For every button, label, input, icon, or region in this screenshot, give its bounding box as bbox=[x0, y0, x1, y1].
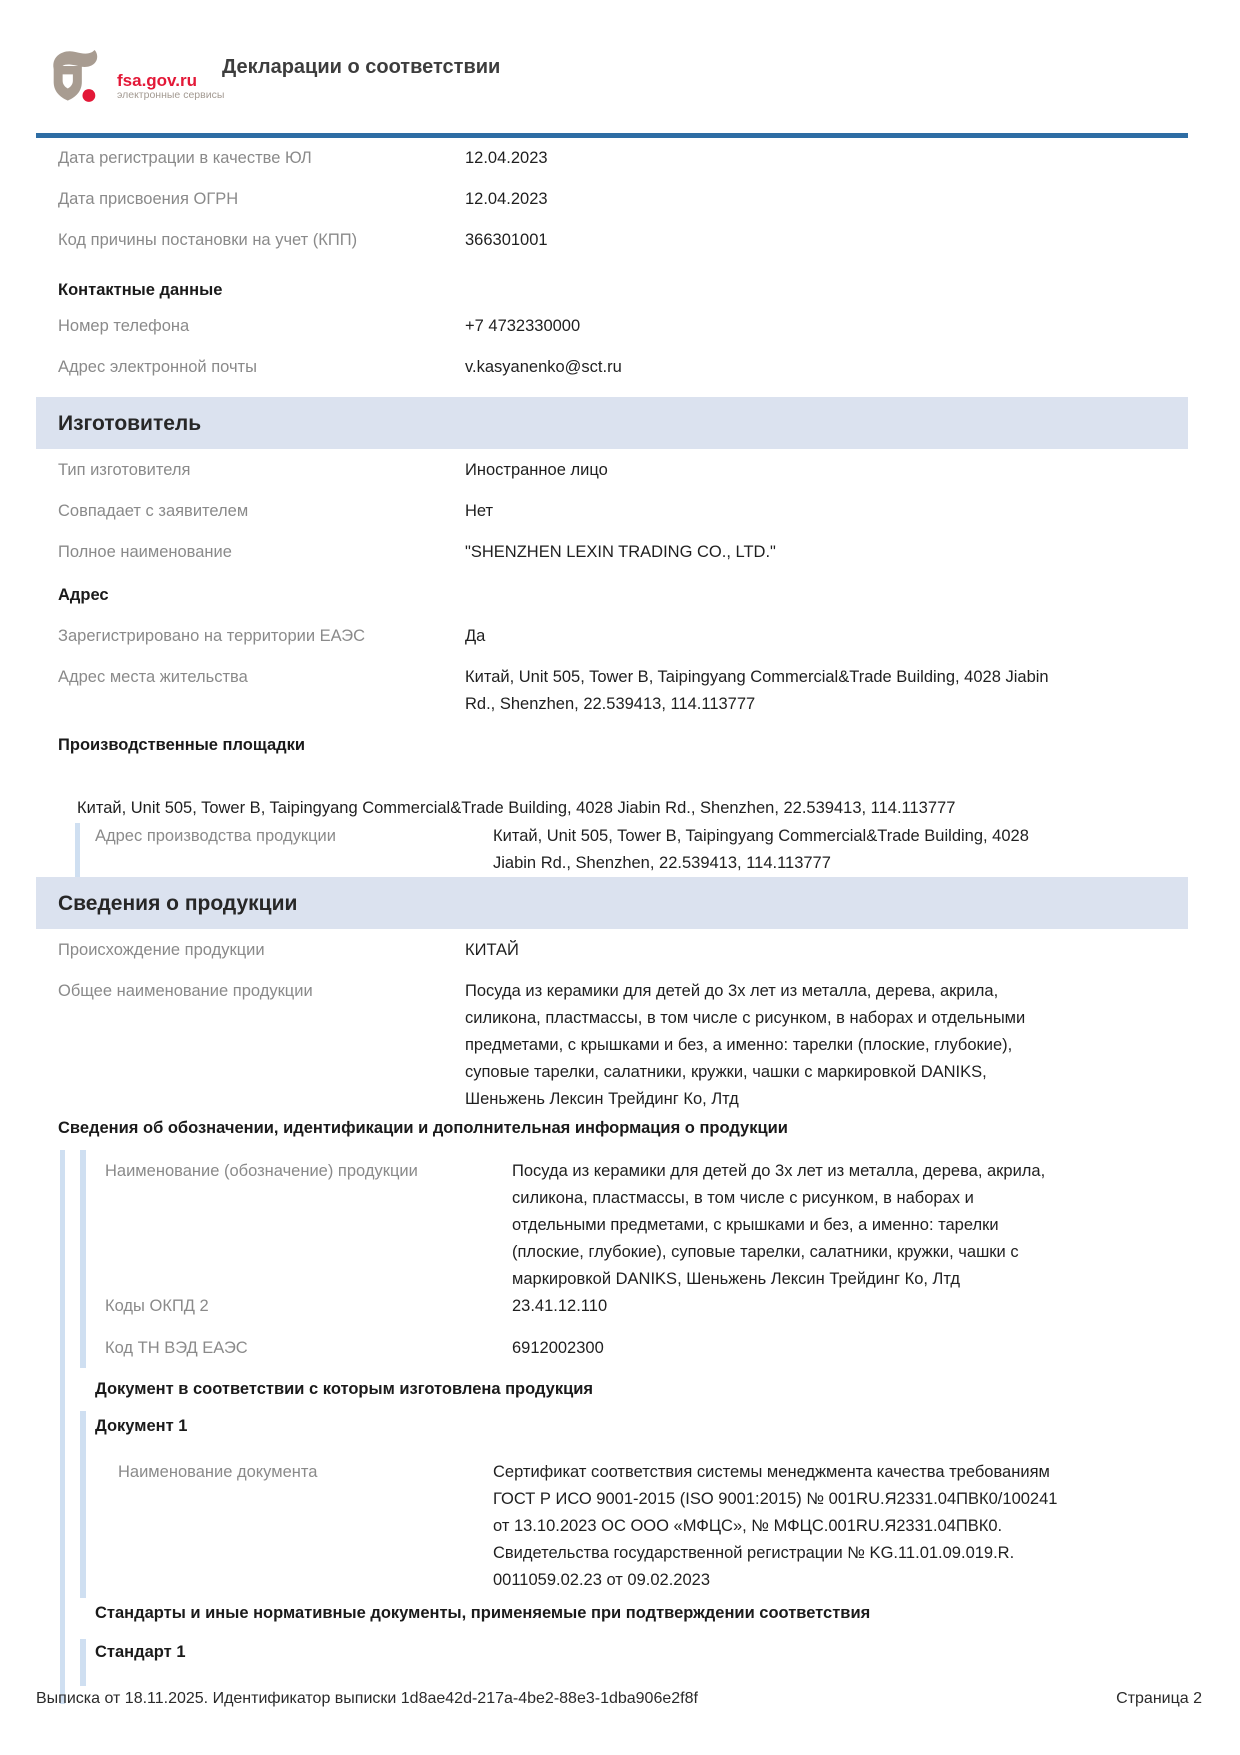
field-label: Коды ОКПД 2 bbox=[105, 1297, 209, 1315]
production-site-line: Китай, Unit 505, Tower B, Taipingyang Commercial&Trade Building, 4028 Jiabin Rd., Shenzhen, 22.539413, 114.113777 bbox=[77, 799, 956, 817]
field-value: 23.41.12.110 bbox=[512, 1297, 608, 1315]
field-label: Адрес электронной почты bbox=[58, 358, 257, 376]
page-title: Декларации о соответствии bbox=[222, 56, 501, 78]
field-label: Номер телефона bbox=[58, 317, 190, 335]
field-row-document-name bbox=[86, 1459, 1188, 1594]
fsa-logo bbox=[46, 46, 224, 104]
field-value: Да bbox=[465, 627, 486, 645]
field-value: 366301001 bbox=[465, 231, 548, 249]
field-value: Посуда из керамики для детей до 3х лет из металла, дерева, акрила, силикона, пластмассы, в том числе с рисунком, в наборах и отдельными предметами, с крышками и без, а именно: тарелки (плоские, глубокие), суповые тарелки, салатники, кружки, чашки с маркировкой DANIKS, Шеньжень Лексин Трейдинг Ко, Лтд bbox=[465, 982, 1026, 1108]
document1-heading: Документ 1 bbox=[95, 1417, 188, 1435]
production-address-block bbox=[75, 823, 1188, 877]
field-label: Адрес места жительства bbox=[58, 668, 248, 686]
field-row-residence-address bbox=[58, 664, 1188, 718]
field-label: Общее наименование продукции bbox=[58, 982, 313, 1000]
standard1-heading: Стандарт 1 bbox=[95, 1643, 186, 1661]
field-row-phone bbox=[58, 313, 1188, 340]
identification-heading: Сведения об обозначении, идентификации и дополнительная информация о продукции bbox=[58, 1119, 788, 1137]
fsa-logo-icon bbox=[46, 46, 110, 104]
page-number: Страница 2 bbox=[1116, 1690, 1202, 1707]
standards-heading: Стандарты и иные нормативные документы, применяемые при подтверждении соответствия bbox=[95, 1604, 871, 1622]
field-value: 6912002300 bbox=[512, 1339, 604, 1357]
top-rule bbox=[36, 133, 1188, 138]
field-label: Полное наименование bbox=[58, 543, 232, 561]
field-label: Тип изготовителя bbox=[58, 461, 191, 479]
section-header-manufacturer bbox=[36, 397, 1188, 449]
field-row-manufacturer-type bbox=[58, 457, 1188, 484]
field-row-email bbox=[58, 354, 1188, 381]
field-row-product-common-name bbox=[58, 978, 1188, 1113]
field-value: КИТАЙ bbox=[465, 941, 519, 959]
identification-outer-block bbox=[60, 1150, 1188, 1704]
field-value: Нет bbox=[465, 502, 494, 520]
field-label: Код причины постановки на учет (КПП) bbox=[58, 231, 358, 249]
field-value: 12.04.2023 bbox=[465, 190, 548, 208]
section-title: Сведения о продукции bbox=[58, 891, 298, 915]
document1-block bbox=[80, 1411, 1188, 1598]
field-row-tnved bbox=[86, 1335, 1188, 1362]
field-value: Посуда из керамики для детей до 3х лет из металла, дерева, акрила, силикона, пластмассы, в том числе с рисунком, в наборах и отдельными предметами, с крышками и без, а именно: тарелки (плоские, глубокие), суповые тарелки, салатники, кружки, чашки с маркировкой DANIKS, Шеньжень Лексин Трейдинг Ко, Лтд bbox=[512, 1162, 1046, 1288]
contacts-heading: Контактные данные bbox=[58, 281, 223, 299]
field-label: Дата присвоения ОГРН bbox=[58, 190, 239, 208]
field-row-registration-date bbox=[58, 145, 1188, 172]
production-sites-heading: Производственные площадки bbox=[58, 736, 306, 754]
field-value: Иностранное лицо bbox=[465, 461, 608, 479]
field-value: +7 4732330000 bbox=[465, 317, 581, 335]
field-value: Сертификат соответствия системы менеджмента качества требованиям ГОСТ Р ИСО 9001-2015 (ISO 9001:2015) № 001RU.Я2331.04ПВК0/100241 от 13.10.2023 ОС ООО «МФЦС», № МФЦС.001RU.Я2331.04ПВК0. Свидетельства государственной регистрации № KG.11.01.09.019.R. 0011059.02.23 от 09.02.2023 bbox=[493, 1463, 1058, 1589]
address-heading: Адрес bbox=[58, 586, 109, 604]
field-row-ogrn-date bbox=[58, 186, 1188, 213]
field-row-okpd2 bbox=[86, 1293, 1188, 1320]
field-label: Наименование (обозначение) продукции bbox=[105, 1162, 418, 1180]
field-label: Код ТН ВЭД ЕАЭС bbox=[105, 1339, 248, 1357]
section-title: Изготовитель bbox=[58, 411, 202, 435]
document-basis-heading: Документ в соответствии с которым изготовлена продукция bbox=[95, 1380, 594, 1398]
field-label: Происхождение продукции bbox=[58, 941, 265, 959]
field-value: "SHENZHEN LEXIN TRADING CO., LTD." bbox=[465, 543, 776, 561]
field-label: Зарегистрировано на территории ЕАЭС bbox=[58, 627, 366, 645]
field-label: Наименование документа bbox=[118, 1463, 318, 1481]
extract-info: Выписка от 18.11.2025. Идентификатор выписки 1d8ae42d-217a-4be2-88e3-1dba906e2f8f bbox=[36, 1690, 698, 1707]
field-row-same-as-applicant bbox=[58, 498, 1188, 525]
field-row-full-name bbox=[58, 539, 1188, 566]
field-label: Совпадает с заявителем bbox=[58, 502, 249, 520]
brand-text: fsa.gov.ru bbox=[117, 71, 197, 90]
fsa-logo-text bbox=[117, 72, 224, 102]
field-row-product-origin bbox=[58, 937, 1188, 964]
field-row-eaes-registered bbox=[58, 623, 1188, 650]
section-header-product bbox=[36, 877, 1188, 929]
page-footer bbox=[36, 1685, 1202, 1712]
brand-tagline: электронные сервисы bbox=[117, 89, 225, 101]
field-row-kpp bbox=[58, 227, 1188, 254]
standard1-block bbox=[80, 1639, 1188, 1686]
field-row-product-designation bbox=[86, 1158, 1188, 1293]
field-row-production-address bbox=[95, 823, 1188, 877]
field-value: Китай, Unit 505, Tower B, Taipingyang Commercial&Trade Building, 4028 Jiabin Rd., Shenzhen, 22.539413, 114.113777 bbox=[465, 668, 1049, 713]
field-value: v.kasyanenko@sct.ru bbox=[465, 358, 622, 376]
field-label: Адрес производства продукции bbox=[95, 827, 336, 845]
identification-inner-block bbox=[80, 1150, 1188, 1368]
field-label: Дата регистрации в качестве ЮЛ bbox=[58, 149, 312, 167]
field-value: Китай, Unit 505, Tower B, Taipingyang Commercial&Trade Building, 4028 Jiabin Rd., Shenzhen, 22.539413, 114.113777 bbox=[493, 827, 1029, 872]
field-value: 12.04.2023 bbox=[465, 149, 548, 167]
